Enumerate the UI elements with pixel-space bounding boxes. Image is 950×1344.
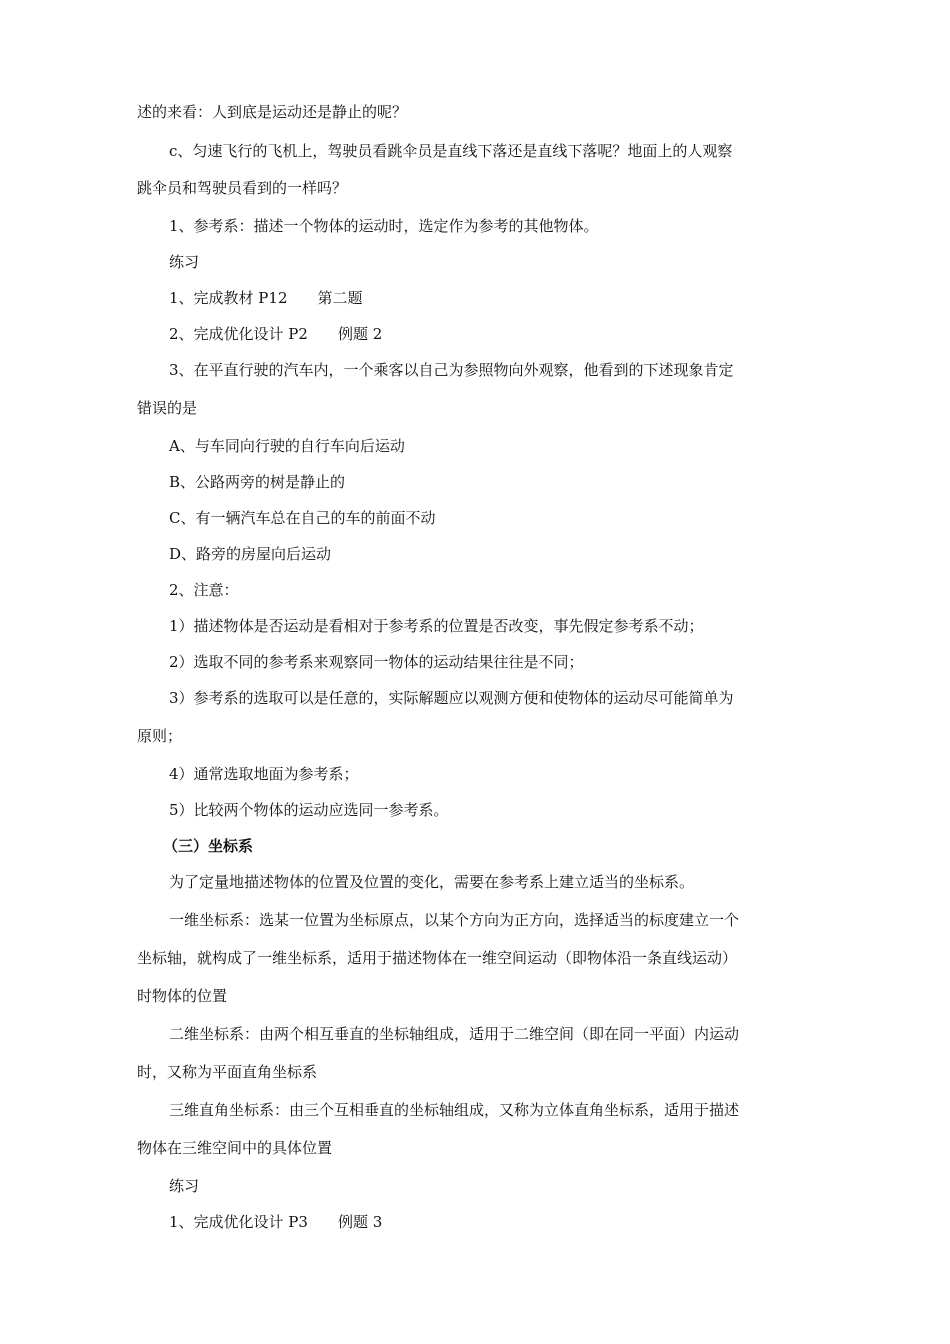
text-line: 原则；	[137, 727, 183, 745]
text-line: 错误的是	[137, 399, 198, 417]
text-line: B、公路两旁的树是静止的	[169, 473, 346, 491]
text-line: 跳伞员和驾驶员看到的一样吗？	[137, 179, 348, 197]
text-line: 时，又称为平面直角坐标系	[137, 1063, 318, 1081]
text-line: 1）描述物体是否运动是看相对于参考系的位置是否改变，事先假定参考系不动；	[169, 617, 704, 635]
text-line: 一维坐标系：选某一位置为坐标原点，以某个方向为正方向，选择适当的标度建立一个	[169, 911, 740, 929]
text-line: 2、注意：	[169, 581, 239, 599]
text-line: 述的来看：人到底是运动还是静止的呢？	[137, 103, 408, 121]
text-line: 5）比较两个物体的运动应选同一参考系。	[169, 801, 449, 819]
text-line: C、有一辆汽车总在自己的车的前面不动	[169, 509, 436, 527]
text-line: 三维直角坐标系：由三个互相垂直的坐标轴组成，又称为立体直角坐标系，适用于描述	[169, 1101, 740, 1119]
text-line: 1、参考系：描述一个物体的运动时，选定作为参考的其他物体。	[169, 217, 599, 235]
text-line: 二维坐标系：由两个相互垂直的坐标轴组成，适用于二维空间（即在同一平面）内运动	[169, 1025, 740, 1043]
text-line: 1、完成优化设计 P3 例题 3	[169, 1213, 383, 1231]
text-line: 为了定量地描述物体的位置及位置的变化，需要在参考系上建立适当的坐标系。	[169, 873, 695, 891]
section-heading: （三）坐标系	[163, 837, 254, 855]
text-line: 练习	[169, 1177, 200, 1195]
text-line: 4）通常选取地面为参考系；	[169, 765, 359, 783]
text-line: 物体在三维空间中的具体位置	[137, 1139, 333, 1157]
text-line: A、与车同向行驶的自行车向后运动	[169, 437, 405, 455]
text-line: 3）参考系的选取可以是任意的，实际解题应以观测方便和使物体的运动尽可能简单为	[169, 689, 734, 707]
text-line: 时物体的位置	[137, 987, 228, 1005]
text-line: D、路旁的房屋向后运动	[169, 545, 332, 563]
text-line: 2）选取不同的参考系来观察同一物体的运动结果往往是不同；	[169, 653, 584, 671]
text-line: c、匀速飞行的飞机上，驾驶员看跳伞员是直线下落还是直线下落呢？地面上的人观察	[169, 142, 733, 160]
text-line: 练习	[169, 253, 200, 271]
text-line: 3、在平直行驶的汽车内，一个乘客以自己为参照物向外观察，他看到的下述现象肯定	[169, 361, 734, 379]
text-line: 1、完成教材 P12 第二题	[169, 289, 363, 307]
text-line: 坐标轴，就构成了一维坐标系，适用于描述物体在一维空间运动（即物体沿一条直线运动）	[137, 949, 738, 967]
text-line: 2、完成优化设计 P2 例题 2	[169, 325, 383, 343]
